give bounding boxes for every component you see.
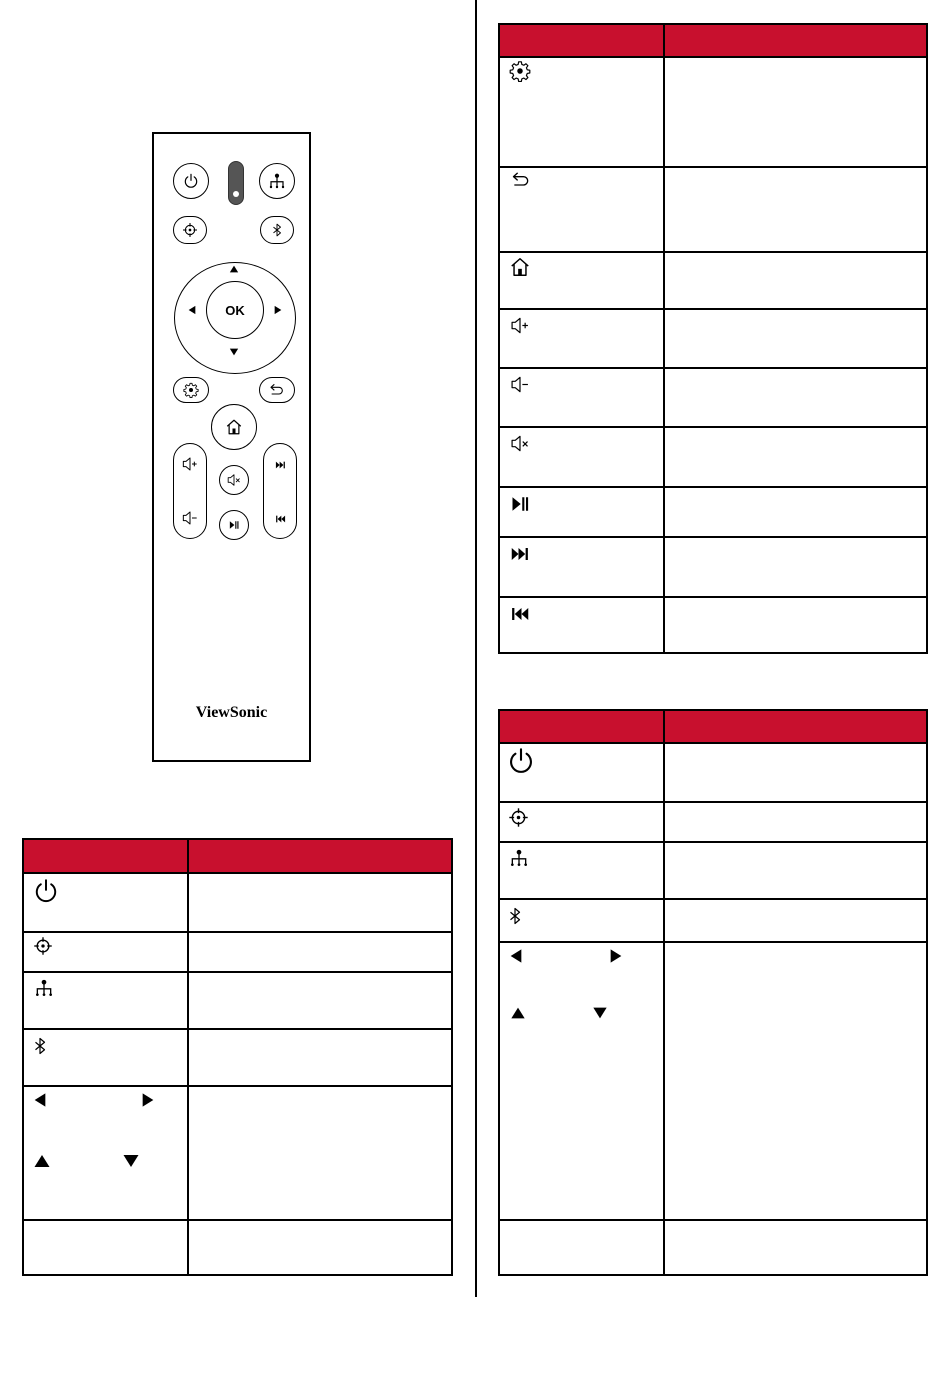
mute-icon	[508, 434, 532, 453]
previous-track-icon	[508, 605, 532, 623]
mute-icon	[226, 473, 242, 487]
bluetooth-icon	[31, 1033, 49, 1059]
bluetooth-icon	[270, 222, 284, 238]
row-separator	[24, 971, 451, 973]
arrow-right-icon	[608, 946, 624, 966]
dpad-down-icon	[228, 347, 240, 357]
row-separator	[24, 931, 451, 933]
row-separator	[500, 251, 926, 253]
row-separator	[500, 801, 926, 803]
volume-down-icon	[180, 510, 200, 526]
source-icon	[508, 848, 530, 868]
source-button	[259, 163, 295, 199]
power-button	[173, 163, 209, 199]
arrow-down-icon	[120, 1152, 142, 1170]
bluetooth-button	[260, 216, 294, 244]
dpad-right-icon	[273, 304, 283, 316]
row-separator	[500, 898, 926, 900]
table-header	[24, 840, 451, 872]
row-separator	[500, 56, 926, 58]
remote-buttons-table-2	[498, 23, 928, 654]
remote-buttons-table-3	[498, 709, 928, 1276]
arrow-down-icon	[589, 1005, 611, 1021]
focus-button	[173, 216, 207, 244]
table-header	[500, 25, 926, 56]
settings-button	[173, 377, 209, 403]
row-separator	[500, 841, 926, 843]
power-icon	[33, 878, 59, 904]
row-separator	[500, 742, 926, 744]
focus-icon	[33, 936, 53, 956]
row-separator	[500, 1219, 926, 1221]
next-track-icon	[274, 460, 287, 470]
arrow-right-icon	[140, 1090, 156, 1110]
return-button	[259, 377, 295, 403]
settings-icon	[183, 382, 199, 398]
row-separator	[24, 1219, 451, 1221]
row-separator	[500, 596, 926, 598]
home-icon	[225, 418, 243, 436]
home-button	[211, 404, 257, 450]
row-separator	[500, 486, 926, 488]
arrow-left-icon	[32, 1090, 48, 1110]
row-separator	[24, 1028, 451, 1030]
arrow-left-icon	[508, 946, 524, 966]
brand-logo: ViewSonic	[195, 704, 268, 721]
return-icon	[509, 170, 533, 190]
source-icon	[33, 978, 55, 998]
next-track-icon	[508, 545, 532, 563]
remote-buttons-table-1	[22, 838, 453, 1276]
track-rocker	[263, 443, 297, 539]
column-divider	[475, 0, 477, 1297]
row-separator	[500, 536, 926, 538]
row-separator	[500, 367, 926, 369]
play-pause-icon	[228, 520, 240, 530]
row-separator	[24, 1085, 451, 1087]
return-icon	[269, 382, 285, 398]
power-icon	[507, 747, 535, 775]
arrow-up-icon	[507, 1005, 529, 1021]
play-pause-button	[219, 510, 249, 540]
mute-button	[219, 465, 249, 495]
settings-icon	[509, 60, 531, 82]
row-separator	[500, 308, 926, 310]
volume-down-icon	[508, 375, 532, 394]
column-separator	[663, 711, 665, 1274]
remote-control-illustration	[152, 132, 311, 762]
row-separator	[24, 872, 451, 874]
source-icon	[268, 172, 286, 190]
row-separator	[500, 426, 926, 428]
column-separator	[187, 840, 189, 1274]
ok-button	[206, 281, 264, 339]
row-separator	[500, 166, 926, 168]
play-pause-icon	[508, 495, 532, 513]
arrow-up-icon	[31, 1152, 53, 1170]
led-dot	[233, 191, 239, 197]
power-icon	[183, 173, 199, 189]
focus-icon	[508, 807, 529, 828]
column-separator	[663, 25, 665, 652]
volume-rocker	[173, 443, 207, 539]
volume-up-icon	[508, 316, 532, 335]
home-icon	[509, 256, 531, 278]
row-separator	[500, 941, 926, 943]
focus-icon	[182, 222, 198, 238]
table-header	[500, 711, 926, 742]
previous-track-icon	[274, 514, 287, 524]
bluetooth-icon	[506, 903, 524, 929]
volume-up-icon	[180, 456, 200, 472]
led-indicator	[228, 161, 244, 205]
ok-label: OK	[225, 302, 245, 318]
dpad-left-icon	[187, 304, 197, 316]
dpad-up-icon	[228, 264, 240, 274]
